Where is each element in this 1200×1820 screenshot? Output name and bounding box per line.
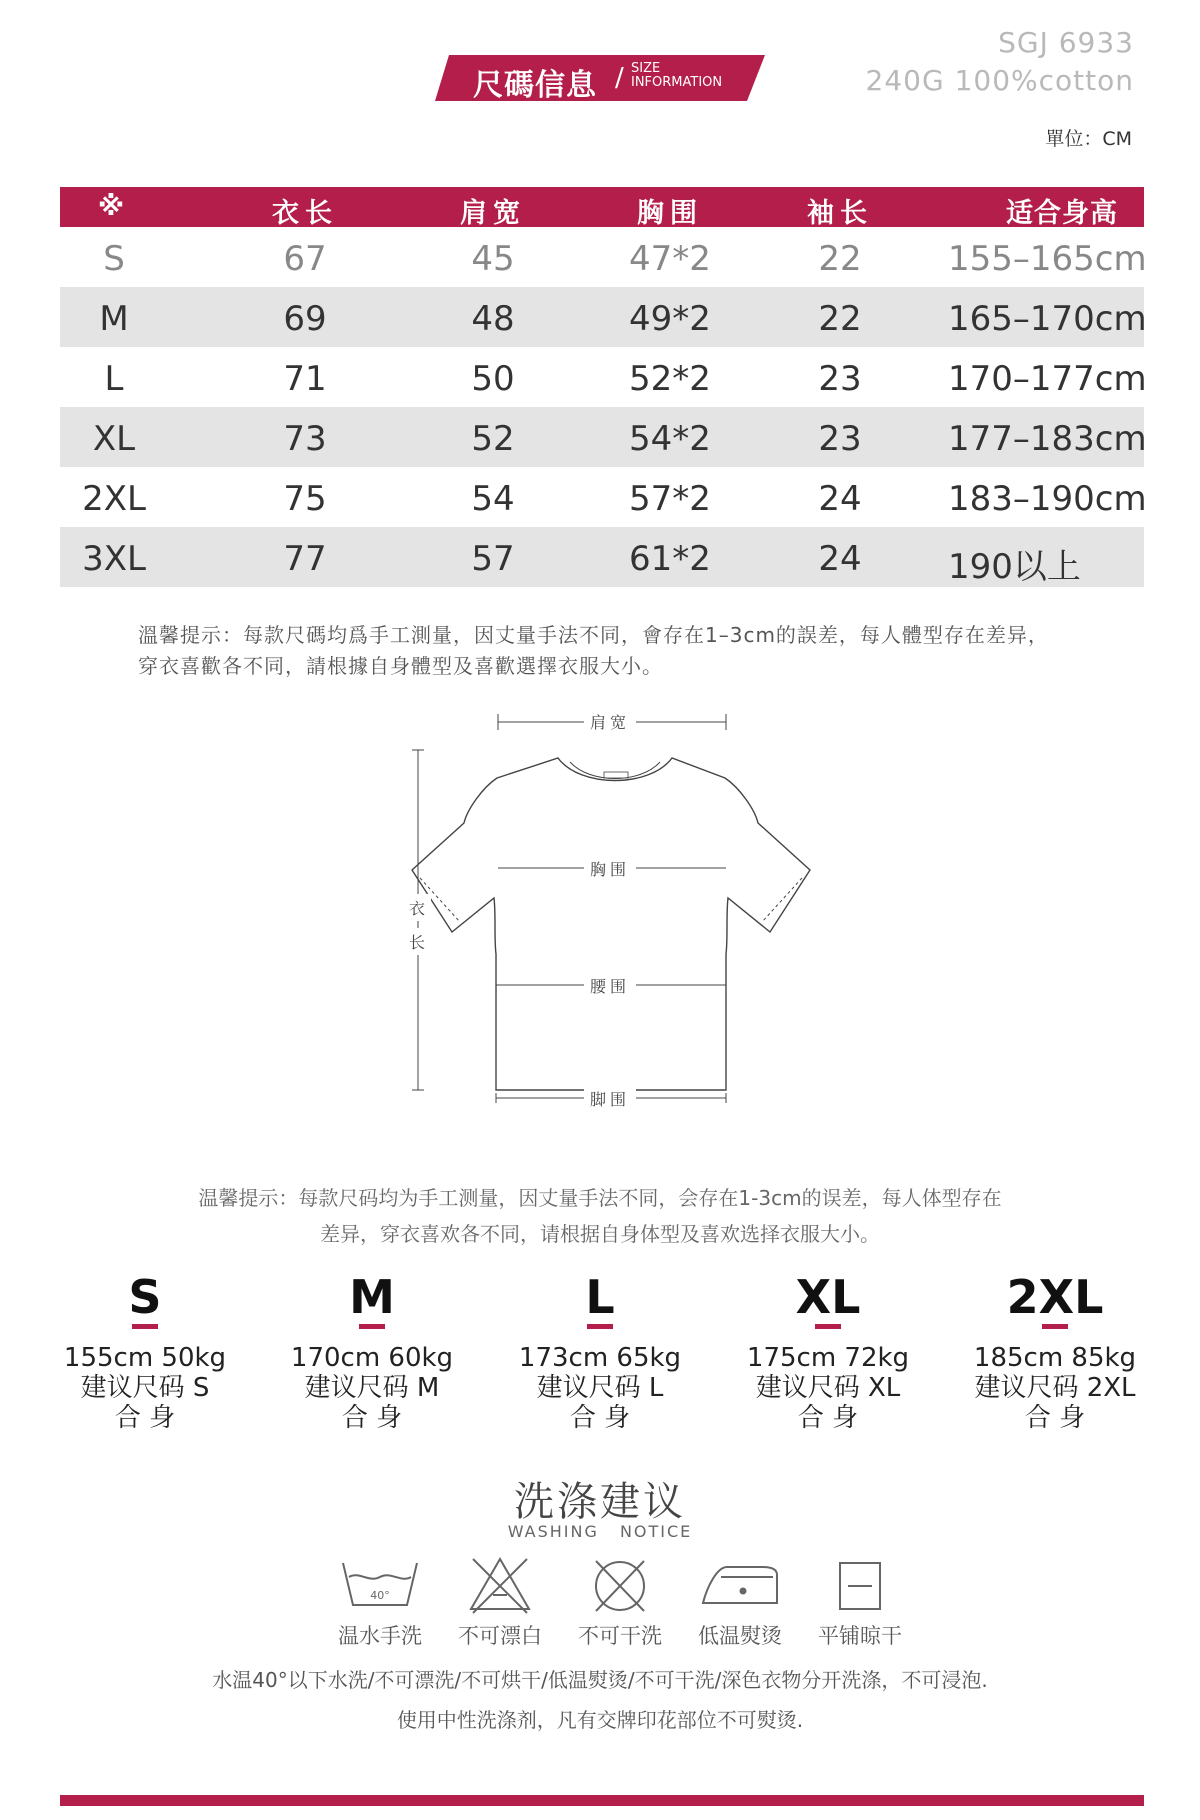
header-cell-shoulder: 肩宽: [460, 198, 526, 229]
rec-advice: 建议尺码 2XL: [974, 1373, 1136, 1403]
rec-accent-bar: [587, 1324, 613, 1329]
rec-fit: 合 身: [569, 1403, 631, 1433]
tip-simplified: [150, 1180, 1050, 1252]
cell-chest: 57*2: [629, 479, 711, 519]
rec-size-label: 2XL: [1006, 1270, 1104, 1324]
rec-size-label: M: [349, 1270, 395, 1324]
tip-simplified-line-1: 温馨提示：每款尺码均为手工测量，因丈量手法不同，会存在1-3cm的误差，每人体型存在: [198, 1186, 1002, 1210]
rec-body-measure: 185cm 85kg: [973, 1343, 1137, 1373]
cell-length: 73: [283, 419, 327, 459]
header-cell-height: 适合身高: [1006, 198, 1118, 229]
washing-note-line-2: 使用中性洗涤剂，凡有交牌印花部位不可熨烫.: [396, 1708, 804, 1732]
washing-title: 洗涤建议: [514, 1479, 686, 1525]
rec-size-label: XL: [795, 1270, 861, 1324]
table-row: [60, 407, 1147, 467]
wash-label-no-dry-clean: 不可干洗: [578, 1624, 662, 1648]
cell-shoulder: 50: [471, 359, 515, 399]
size-info-banner: [435, 55, 765, 101]
banner-title: 尺碼信息: [473, 68, 597, 103]
header-cell-length: 衣长: [272, 198, 338, 229]
rec-advice: 建议尺码 XL: [755, 1373, 901, 1403]
cell-height: 155–165cm: [948, 239, 1147, 279]
tshirt-outline: [380, 700, 840, 1130]
cell-size: L: [104, 359, 124, 399]
rec-body-measure: 173cm 65kg: [518, 1343, 682, 1373]
cell-sleeve: 24: [818, 479, 862, 519]
rec-fit: 合 身: [341, 1403, 403, 1433]
rec-accent-bar: [132, 1324, 158, 1329]
low-iron-icon: [685, 1555, 795, 1617]
wash-label-low-iron: 低温熨烫: [698, 1624, 782, 1648]
no-dry-clean-icon: [565, 1555, 675, 1617]
cell-height: 177–183cm: [948, 419, 1147, 459]
wash-label-flat-dry: 平铺晾干: [818, 1624, 902, 1648]
rec-size-label: L: [585, 1270, 615, 1324]
cell-length: 69: [283, 299, 327, 339]
cell-length: 75: [283, 479, 327, 519]
cell-size: 2XL: [82, 479, 146, 519]
rec-body-measure: 170cm 60kg: [290, 1343, 454, 1373]
table-header: [60, 187, 1144, 227]
product-spec: [866, 24, 1134, 100]
tip-traditional: [138, 620, 1088, 682]
model-code: SGJ 6933: [998, 26, 1134, 59]
cell-chest: 54*2: [629, 419, 711, 459]
cell-height: 165–170cm: [948, 299, 1147, 339]
tip-traditional-line-1: 溫馨提示：每款尺碼均爲手工測量，因丈量手法不同，會存在1–3cm的誤差，每人體型存在差异，: [138, 623, 1049, 647]
cell-size: XL: [92, 419, 136, 459]
table-row: [60, 527, 1144, 587]
cell-height: 170–177cm: [948, 359, 1147, 399]
label-hem: 脚围: [584, 1087, 636, 1110]
washing-subtitle: WASHING NOTICE: [507, 1522, 693, 1541]
label-waist: 腰围: [584, 974, 636, 997]
cell-chest: 47*2: [629, 239, 711, 279]
rec-size-label: S: [128, 1270, 162, 1324]
rec-accent-bar: [1042, 1324, 1068, 1329]
wash-tub-icon: [325, 1555, 435, 1617]
rec-fit: 合 身: [1024, 1403, 1086, 1433]
rec-advice: 建议尺码 M: [304, 1373, 440, 1403]
cell-shoulder: 57: [471, 539, 515, 579]
cell-size: S: [103, 239, 125, 279]
wash-label-hand: 温水手洗: [338, 1624, 422, 1648]
cell-length: 71: [283, 359, 327, 399]
rec-fit: 合 身: [114, 1403, 176, 1433]
table-row: [60, 467, 1147, 527]
size-table: [60, 187, 1147, 587]
cell-sleeve: 22: [818, 299, 862, 339]
tip-simplified-line-2: 差异，穿衣喜欢各不同，请根据自身体型及喜欢选择衣服大小。: [320, 1222, 880, 1246]
cell-height: 190以上: [948, 547, 1081, 587]
cell-height: 183–190cm: [948, 479, 1147, 519]
table-row: [60, 347, 1147, 407]
cell-shoulder: 54: [471, 479, 515, 519]
no-bleach-icon: [445, 1555, 555, 1617]
rec-advice: 建议尺码 S: [80, 1373, 210, 1403]
cell-chest: 52*2: [629, 359, 711, 399]
table-row: [60, 227, 1147, 287]
header-cell-sleeve: 袖长: [807, 198, 873, 229]
cell-shoulder: 52: [471, 419, 515, 459]
label-shoulder: 肩宽: [584, 710, 636, 733]
cell-shoulder: 45: [471, 239, 515, 279]
cell-sleeve: 23: [818, 359, 862, 399]
table-row: [60, 287, 1147, 347]
rec-accent-bar: [359, 1324, 385, 1329]
rec-body-measure: 155cm 50kg: [63, 1343, 227, 1373]
header-cell-symbol: ※: [97, 191, 131, 222]
cell-chest: 49*2: [629, 299, 711, 339]
label-length-bottom: 长: [407, 928, 431, 955]
label-length-top: 衣: [407, 894, 431, 921]
recommendation-card: [728, 1272, 928, 1433]
tshirt-diagram: [380, 700, 840, 1130]
header-cell-chest: 胸围: [637, 198, 703, 229]
cell-size: M: [99, 299, 129, 339]
flat-dry-icon: [805, 1555, 915, 1617]
banner-slash: /: [615, 63, 624, 93]
cell-sleeve: 22: [818, 239, 862, 279]
cell-size: 3XL: [82, 539, 146, 579]
rec-advice: 建议尺码 L: [536, 1373, 664, 1403]
cell-sleeve: 24: [818, 539, 862, 579]
banner-subtitle-2: INFORMATION: [631, 75, 723, 90]
rec-accent-bar: [815, 1324, 841, 1329]
unit-label: 單位：CM: [1045, 128, 1132, 150]
table-body: [60, 227, 1147, 587]
wash-label-no-bleach: 不可漂白: [458, 1624, 542, 1648]
washing-note-line-1: 水温40°以下水洗/不可漂洗/不可烘干/低温熨烫/不可干洗/深色衣物分开洗涤，不可浸泡.: [212, 1668, 988, 1692]
cell-shoulder: 48: [471, 299, 515, 339]
label-chest: 胸围: [584, 857, 636, 880]
cell-length: 67: [283, 239, 327, 279]
rec-body-measure: 175cm 72kg: [746, 1343, 910, 1373]
cell-length: 77: [283, 539, 327, 579]
recommendation-card: [45, 1272, 245, 1433]
recommendation-card: [272, 1272, 472, 1433]
tip-traditional-line-2: 穿衣喜歡各不同，請根據自身體型及喜歡選擇衣服大小。: [138, 654, 663, 678]
recommendation-card: [500, 1272, 700, 1433]
cell-sleeve: 23: [818, 419, 862, 459]
recommendation-card: [955, 1272, 1155, 1433]
fabric-info: 240G 100%cotton: [865, 64, 1134, 97]
banner-subtitle-1: SIZE: [631, 61, 661, 76]
rec-fit: 合 身: [797, 1403, 859, 1433]
footer-bar: [60, 1795, 1144, 1806]
washing-notes: [100, 1660, 1100, 1740]
wash-temp: 40°: [370, 1589, 390, 1602]
cell-chest: 61*2: [629, 539, 711, 579]
